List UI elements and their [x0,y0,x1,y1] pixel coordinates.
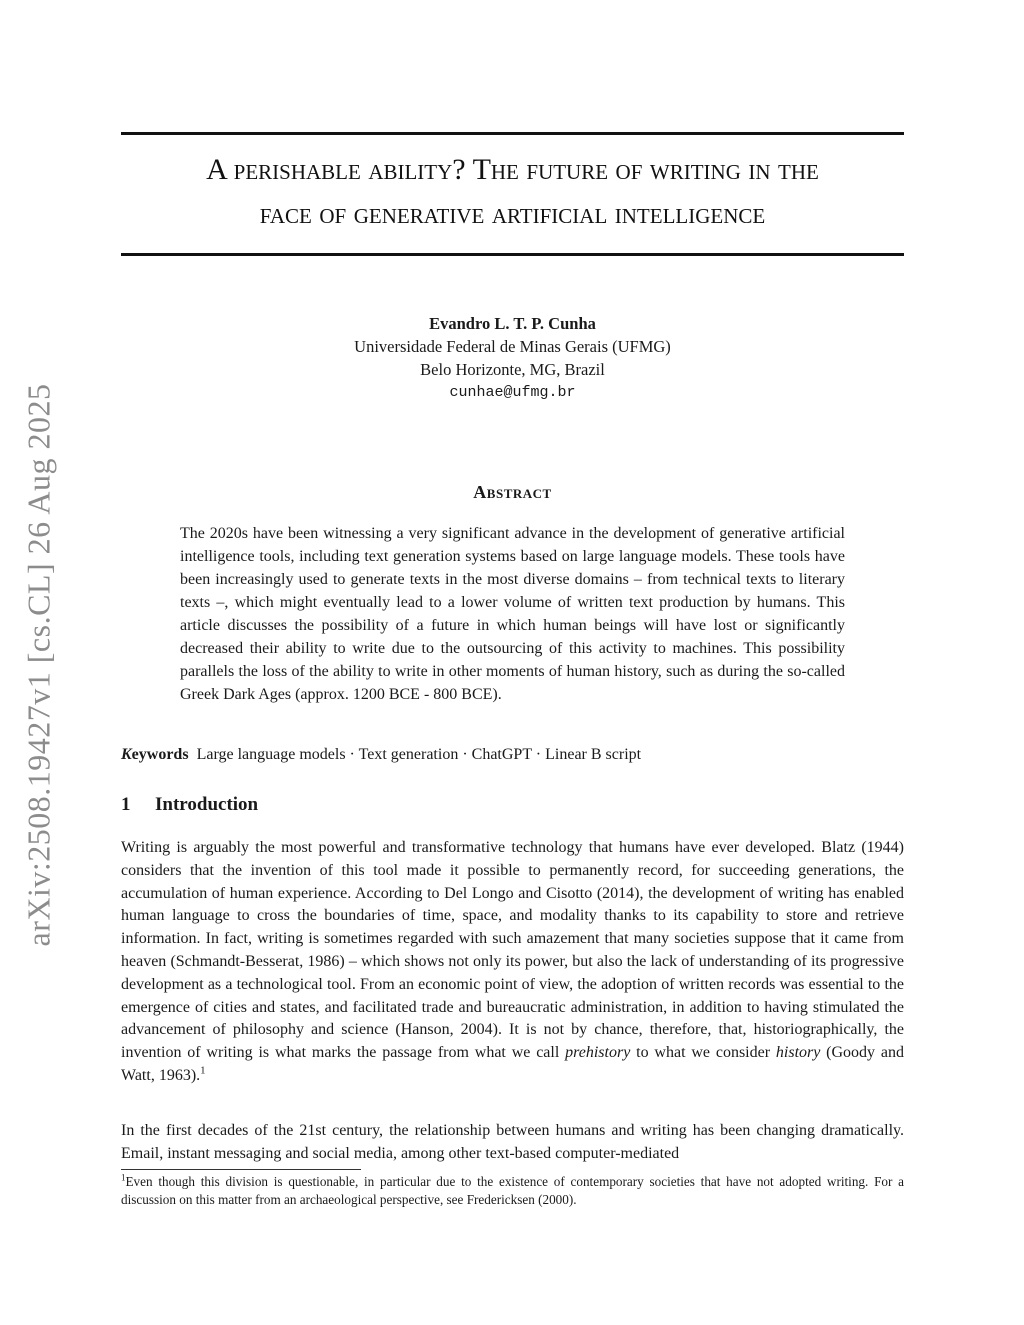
paper-title [121,148,904,236]
section-title: Introduction [155,794,259,815]
paragraph-1-text-b: to what we consider [630,1044,776,1062]
author-name: Evandro L. T. P. Cunha [429,314,596,333]
keywords-label-initial: K [121,746,132,763]
keywords-label-rest: eywords [131,746,189,763]
paper-title-line-1: A perishable ability? The future of writing in the [206,153,819,186]
paragraph-1-em-prehistory: prehistory [565,1044,631,1062]
paragraph-1-text-a: Writing is arguably the most powerful and transformative technology that humans have ever developed. Blatz (1944) considers that the invention of this tool made it possible to permanently record, for succeeding generations, the accumulation of human experience. According to Del Longo and Cisotto (2014), the development of writing has enabled human language to cross the boundaries of time, space, and modality thanks to its capability to store and retrieve information. In fact, writing is sometimes regarded with such amazement that many societies suppose that it came from heaven (Schmandt-Besserat, 1986) – which shows not only its power, but also the lack of understanding of its progressive development as a technological tool. From an economic point of view, the adoption of written records was essential to the emergence of cities and states, and facilitated trade and bureaucratic administration, in addition to having stimulated the advancement of philosophy and science (Hanson, 2004). It is not by chance, therefore, that, historiographically, the invention of writing is what marks the passage from what we call [121,839,904,1062]
footnote-1 [121,1173,904,1209]
introduction-paragraph-1 [121,837,904,1088]
section-number: 1 [121,794,131,815]
introduction-paragraph-2: In the first decades of the 21st century, the relationship between humans and writing has been changing dramatically. Email, instant messaging and social media, among other text-based computer-mediated [121,1122,904,1162]
abstract-text: The 2020s have been witnessing a very significant advance in the development of generative artificial intelligence tools, including text generation systems based on large language models. These tools have been increasingly used to generate texts in the most diverse domains – from technical texts to literary texts –, which might eventually lead to a lower volume of written text production by humans. This article discusses the possibility of a future in which human beings will have lost or significantly decreased their ability to write due to the outsourcing of this activity to machines. This possibility parallels the loss of the ability to write in other moments of human history, such as during the so-called Greek Dark Ages (approx. 1200 BCE - 800 BCE). [180,525,845,703]
footnote-divider [121,1169,361,1170]
abstract-heading: Abstract [473,482,552,502]
author-affiliation: Universidade Federal de Minas Gerais (UFMG) [354,337,671,356]
keywords-list: Large language models · Text generation · ChatGPT · Linear B script [196,746,642,763]
section-heading-introduction [121,794,904,816]
keywords-label [121,746,189,763]
author-block [121,312,904,404]
footnote-text: Even though this division is questionable, in particular due to the existence of contemporary societies that have not adopted writing. For a discussion on this matter from an archaeological perspective, see Fredericksen (2000). [121,1174,904,1207]
footnote-mark: 1 [121,1172,126,1183]
title-bottom-rule [121,253,904,256]
paper-title-line-2: face of generative artificial intelligence [259,197,766,230]
arxiv-identifier-text: arXiv:2508.19427v1 [cs.CL] 26 Aug 2025 [20,383,57,947]
keywords-line [121,743,904,766]
arxiv-identifier-stamp [14,370,64,960]
paragraph-1-text-c: (Goody and Watt, 1963). [121,1044,904,1084]
paragraph-1-em-history: history [775,1044,821,1062]
footnote-reference-mark[interactable]: 1 [200,1064,206,1077]
author-email: cunhae@ufmg.br [449,384,576,401]
author-location: Belo Horizonte, MG, Brazil [420,360,605,379]
title-top-rule [121,132,904,135]
